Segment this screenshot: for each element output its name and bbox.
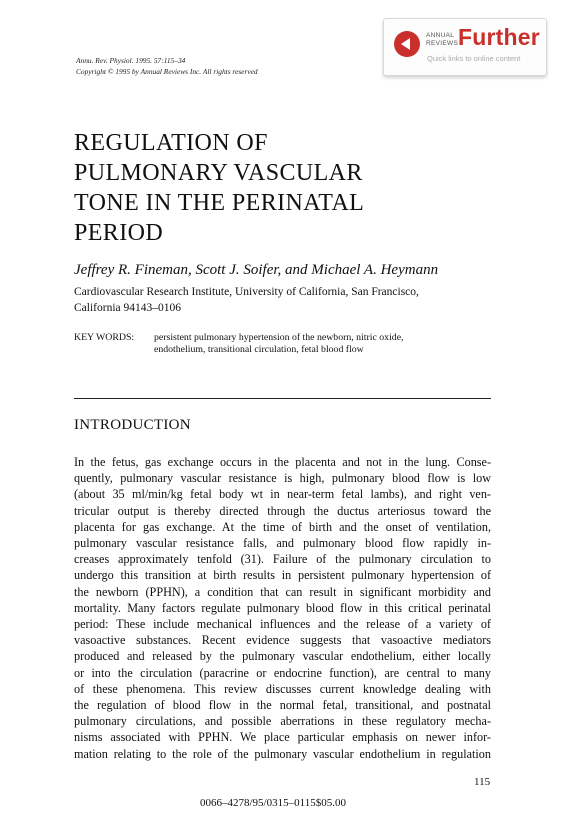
play-back-icon bbox=[394, 31, 420, 57]
section-divider bbox=[74, 398, 491, 399]
author-list: Jeffrey R. Fineman, Scott J. Soifer, and Michael A. Heymann bbox=[74, 262, 439, 278]
paragraph-line: In the fetus, gas exchange occurs in the placenta and not in the lung. Conse- bbox=[74, 455, 491, 469]
page-number: 115 bbox=[474, 776, 491, 788]
annual-reviews-logo-text bbox=[426, 32, 458, 47]
paragraph-line: quently, pulmonary vascular resistance is high, pulmonary blood flow is low bbox=[74, 471, 491, 486]
affiliation-line: California 94143–0106 bbox=[74, 302, 181, 314]
title-line: PULMONARY VASCULAR bbox=[74, 160, 363, 186]
paragraph-line: undergo this transition at birth results in persistent pulmonary hypertension of bbox=[74, 568, 491, 583]
reviews-label: REVIEWS bbox=[426, 39, 459, 47]
title-line: PERIOD bbox=[74, 220, 164, 246]
paragraph-line: or into the circulation (paracrine or endocrine function), are central to many bbox=[74, 665, 491, 680]
paragraph-line: pulmonary vascular resistance falls, and pulmonary blood flow rapidly in- bbox=[74, 536, 491, 551]
annual-label: ANNUAL bbox=[426, 32, 455, 39]
paragraph-line: period: These include mechanical influences and the release of a variety of bbox=[74, 617, 491, 632]
annual-reviews-further-badge[interactable] bbox=[383, 18, 547, 76]
keywords-line: endothelium, transitional circulation, fetal blood flow bbox=[154, 344, 364, 355]
paragraph-line: the regulation of blood flow in the normal fetal, transitional, and postnatal bbox=[74, 698, 491, 713]
price-code: 0066–4278/95/0315–0115$05.00 bbox=[200, 797, 346, 809]
paragraph-line: vasoactive substances. Recent evidence suggests that vasoactive mediators bbox=[74, 633, 491, 648]
keywords-line: persistent pulmonary hypertension of the newborn, nitric oxide, bbox=[154, 332, 404, 343]
keywords-list bbox=[154, 332, 474, 356]
title-line: TONE IN THE PERINATAL bbox=[74, 190, 365, 216]
keywords-label: KEY WORDS: bbox=[74, 332, 135, 343]
paragraph-line: nisms associated with PPHN. We place particular emphasis on newer infor- bbox=[74, 730, 491, 745]
affiliation-line: Cardiovascular Research Institute, University of California, San Francisco, bbox=[74, 286, 419, 298]
citation-line: Annu. Rev. Physiol. 1995. 57:115–34 bbox=[76, 56, 186, 65]
affiliation bbox=[74, 284, 419, 316]
paragraph-line: mation relating to the role of the pulmonary vascular endothelium in regulation bbox=[74, 746, 491, 761]
paragraph-line: of these phenomena. This review discusses current knowledge dealing with bbox=[74, 681, 491, 696]
further-subtitle: Quick links to online content bbox=[427, 54, 521, 63]
paragraph-line: produced and released by the pulmonary vascular endothelium, either locally bbox=[74, 649, 491, 664]
further-label: Further bbox=[458, 24, 540, 50]
title-line: REGULATION OF bbox=[74, 130, 268, 156]
introduction-paragraph bbox=[74, 454, 491, 762]
paragraph-line: creases approximately tenfold (31). Failure of the pulmonary circulation to bbox=[74, 552, 491, 567]
paragraph-line: the newborn (PPHN), a condition that can result in significant morbidity and bbox=[74, 584, 491, 599]
paragraph-line: pulmonary circulations, and possible aberrations in these regulatory mecha- bbox=[74, 714, 491, 729]
paragraph-line: placenta for gas exchange. At the time of birth and the onset of ventilation, bbox=[74, 519, 491, 534]
journal-citation bbox=[76, 55, 258, 77]
paragraph-line: mortality. Many factors regulate pulmonary blood flow in this critical perinatal bbox=[74, 600, 491, 615]
section-heading: INTRODUCTION bbox=[74, 417, 191, 433]
paragraph-line: (about 35 ml/min/kg fetal body wt in near-term fetal lambs), and right ven- bbox=[74, 487, 491, 502]
article-title bbox=[74, 128, 364, 248]
paragraph-line: tricular output is thereby directed through the ductus arteriosus toward the bbox=[74, 503, 491, 518]
copyright-line: Copyright © 1995 by Annual Reviews Inc. All rights reserved bbox=[76, 67, 258, 76]
